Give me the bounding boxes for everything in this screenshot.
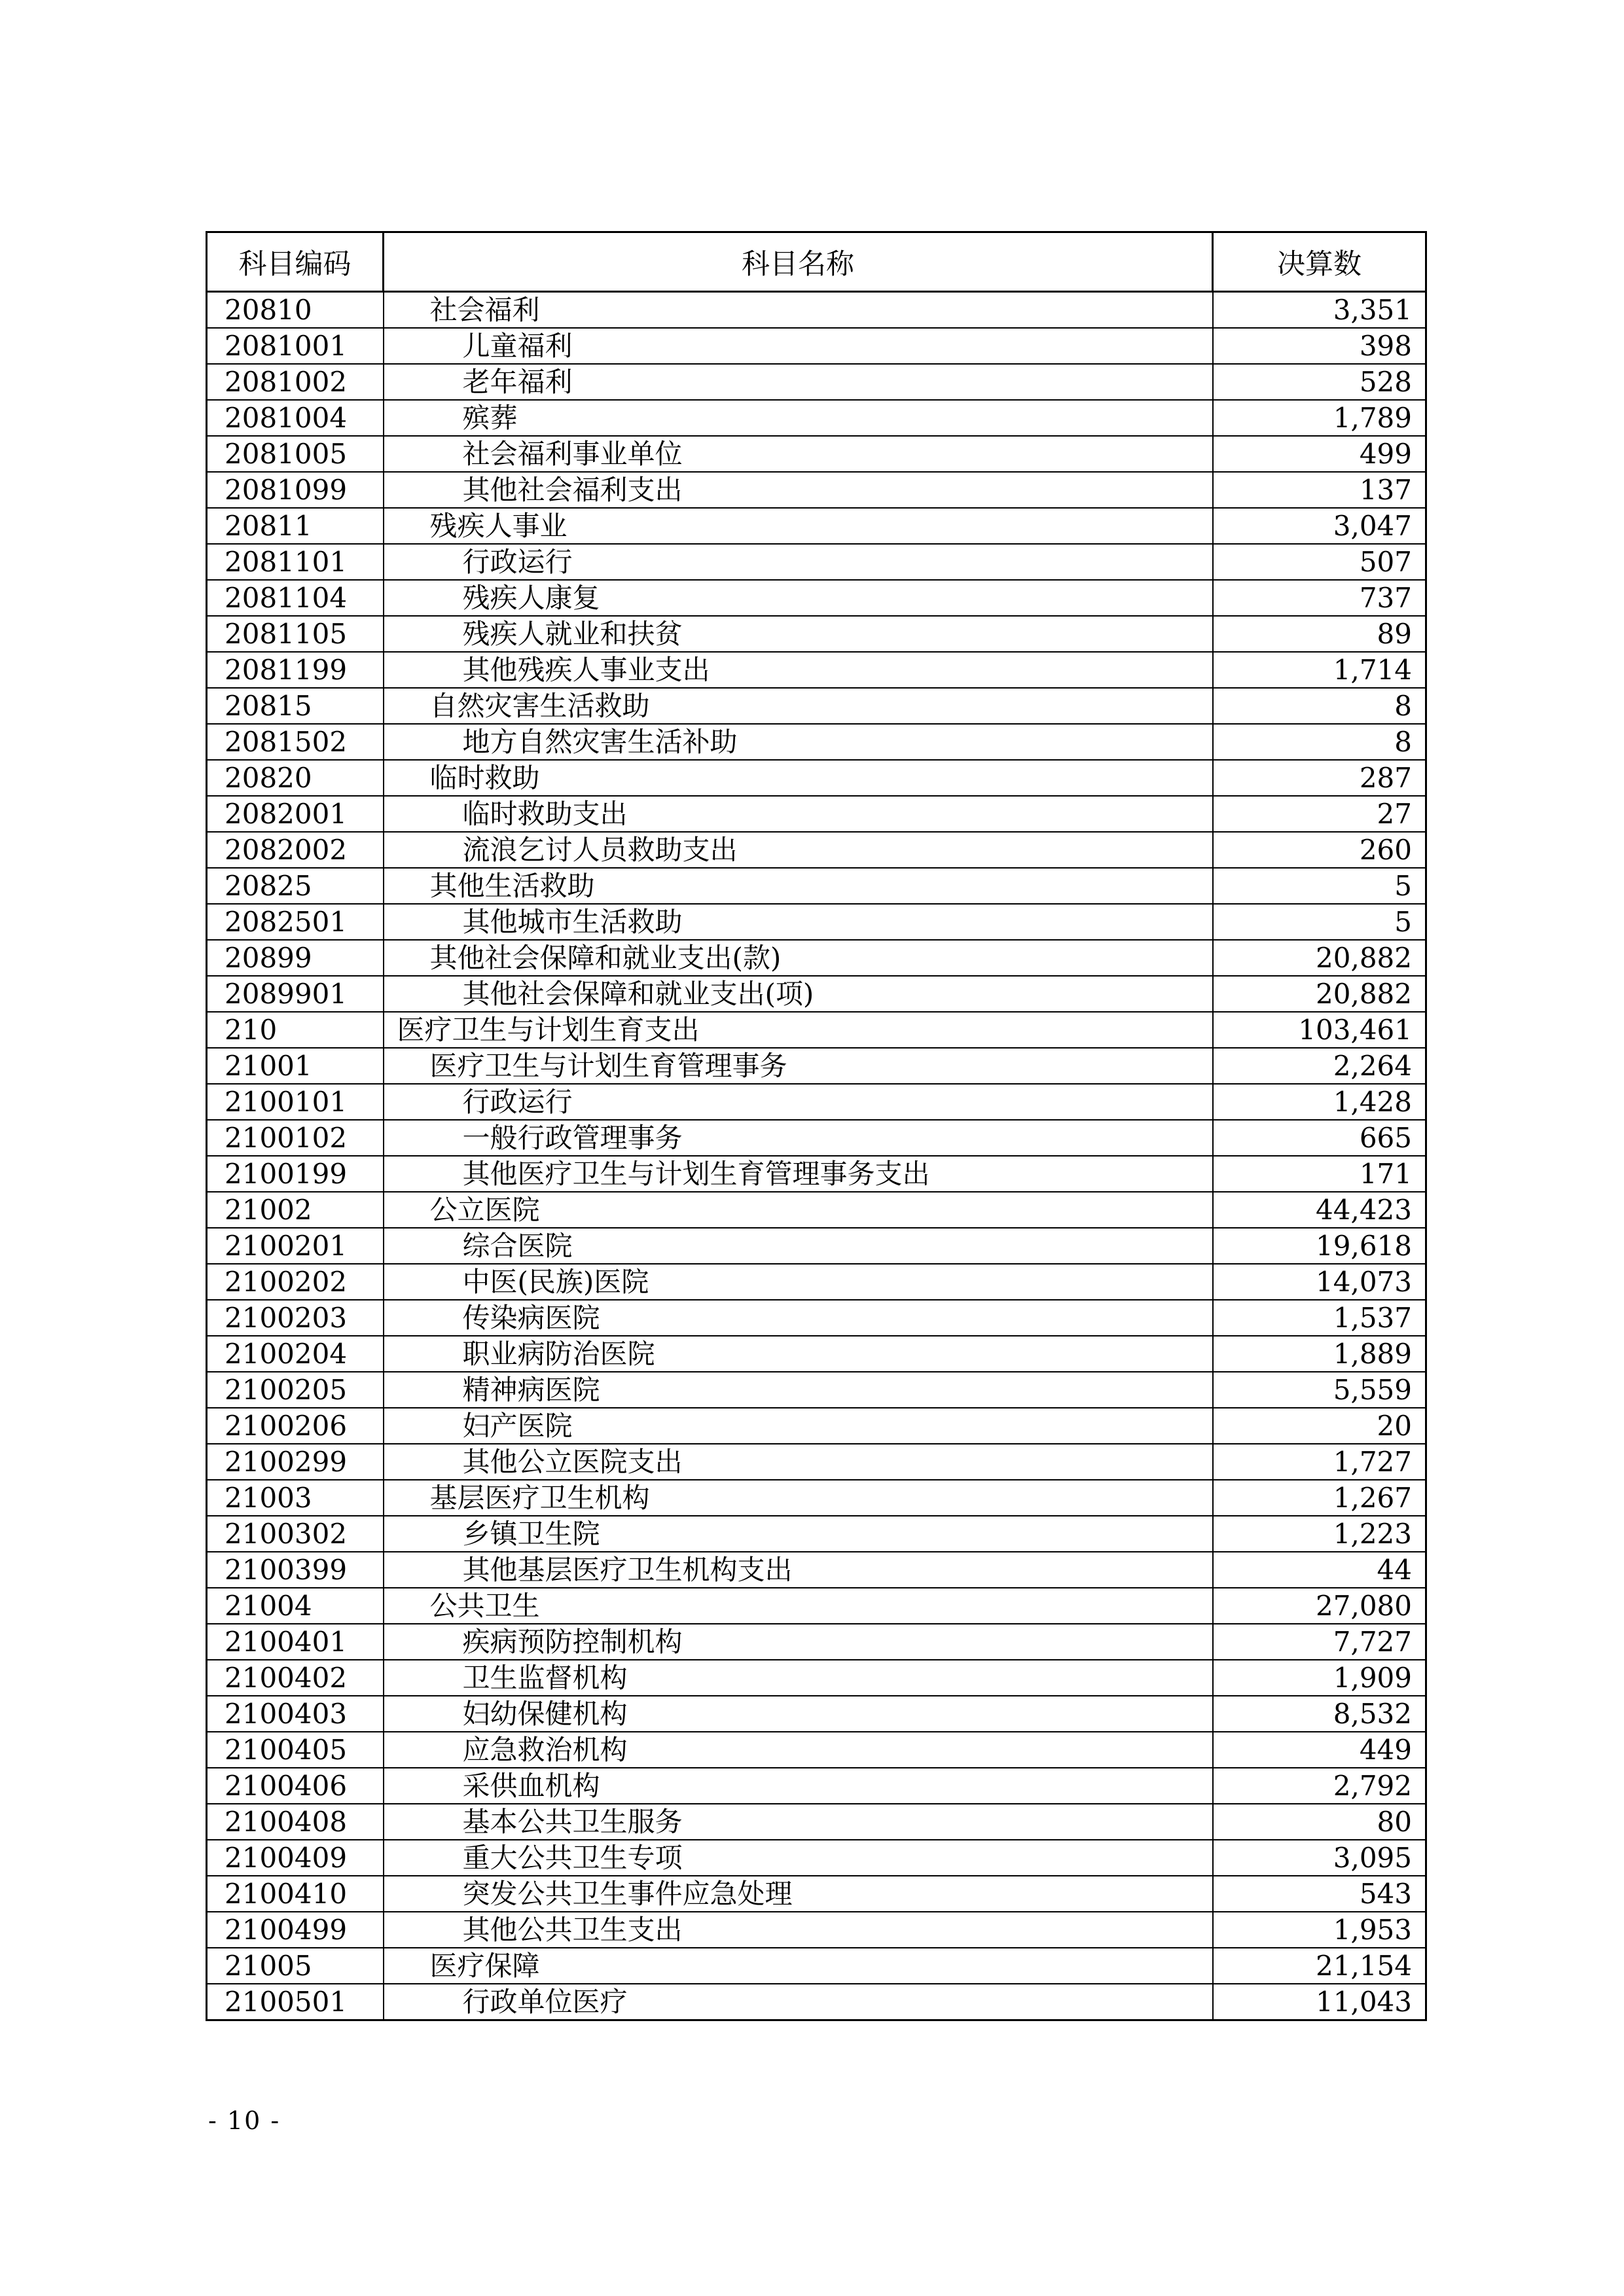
table-row — [207, 1336, 1426, 1372]
subject-code-cell: 2100501 — [207, 1984, 384, 2020]
subject-code-cell: 210 — [207, 1012, 384, 1048]
subject-code-cell: 20899 — [207, 940, 384, 976]
amount-cell: 20 — [1213, 1408, 1426, 1444]
amount-cell: 11,043 — [1213, 1984, 1426, 2020]
subject-code-cell: 2081001 — [207, 328, 384, 364]
subject-code-cell: 2100406 — [207, 1768, 384, 1804]
amount-cell: 27 — [1213, 796, 1426, 832]
subject-name-cell: 一般行政管理事务 — [384, 1120, 1213, 1156]
table-row — [207, 1444, 1426, 1480]
table-row — [207, 688, 1426, 724]
amount-cell: 507 — [1213, 544, 1426, 580]
table-row — [207, 724, 1426, 760]
subject-name-cell: 应急救治机构 — [384, 1732, 1213, 1768]
table-row — [207, 1228, 1426, 1264]
subject-name-cell: 其他生活救助 — [384, 868, 1213, 904]
table-row — [207, 1192, 1426, 1228]
subject-code-cell: 2082001 — [207, 796, 384, 832]
subject-code-cell: 2100201 — [207, 1228, 384, 1264]
amount-cell: 103,461 — [1213, 1012, 1426, 1048]
subject-code-cell: 2082501 — [207, 904, 384, 940]
amount-cell: 5,559 — [1213, 1372, 1426, 1408]
subject-code-cell: 2100401 — [207, 1624, 384, 1660]
amount-cell: 89 — [1213, 616, 1426, 652]
subject-code-cell: 2100402 — [207, 1660, 384, 1696]
amount-cell: 1,267 — [1213, 1480, 1426, 1516]
amount-cell: 7,727 — [1213, 1624, 1426, 1660]
subject-name-cell: 殡葬 — [384, 400, 1213, 436]
subject-name-cell: 老年福利 — [384, 364, 1213, 400]
subject-code-cell: 2100499 — [207, 1912, 384, 1948]
subject-name-cell: 流浪乞讨人员救助支出 — [384, 832, 1213, 868]
subject-name-cell: 其他医疗卫生与计划生育管理事务支出 — [384, 1156, 1213, 1192]
subject-code-cell: 21004 — [207, 1588, 384, 1624]
subject-name-cell: 地方自然灾害生活补助 — [384, 724, 1213, 760]
table-row — [207, 1804, 1426, 1840]
subject-name-cell: 临时救助 — [384, 760, 1213, 796]
amount-cell: 1,537 — [1213, 1300, 1426, 1336]
amount-cell: 20,882 — [1213, 940, 1426, 976]
amount-cell: 287 — [1213, 760, 1426, 796]
amount-cell: 543 — [1213, 1876, 1426, 1912]
subject-name-cell: 精神病医院 — [384, 1372, 1213, 1408]
amount-cell: 2,264 — [1213, 1048, 1426, 1084]
subject-name-cell: 基层医疗卫生机构 — [384, 1480, 1213, 1516]
subject-code-cell: 2081002 — [207, 364, 384, 400]
table-row — [207, 1048, 1426, 1084]
table-row — [207, 328, 1426, 364]
subject-name-cell: 其他公共卫生支出 — [384, 1912, 1213, 1948]
subject-code-cell: 2081004 — [207, 400, 384, 436]
subject-name-cell: 医疗卫生与计划生育管理事务 — [384, 1048, 1213, 1084]
subject-name-cell: 行政运行 — [384, 544, 1213, 580]
table-row — [207, 832, 1426, 868]
amount-cell: 3,047 — [1213, 508, 1426, 544]
table-row — [207, 1660, 1426, 1696]
table-row — [207, 580, 1426, 616]
table-header — [207, 232, 1426, 292]
subject-name-cell: 公立医院 — [384, 1192, 1213, 1228]
subject-code-cell: 2081099 — [207, 472, 384, 508]
subject-code-cell: 2081005 — [207, 436, 384, 472]
table-row — [207, 292, 1426, 329]
subject-name-cell: 社会福利 — [384, 292, 1213, 329]
amount-cell: 80 — [1213, 1804, 1426, 1840]
subject-name-cell: 自然灾害生活救助 — [384, 688, 1213, 724]
subject-code-cell: 2100399 — [207, 1552, 384, 1588]
table-row — [207, 1012, 1426, 1048]
table-row — [207, 1084, 1426, 1120]
table-row — [207, 760, 1426, 796]
amount-cell: 1,909 — [1213, 1660, 1426, 1696]
amount-cell: 44 — [1213, 1552, 1426, 1588]
table-row — [207, 868, 1426, 904]
subject-code-cell: 2081502 — [207, 724, 384, 760]
subject-code-cell: 21005 — [207, 1948, 384, 1984]
table-row — [207, 508, 1426, 544]
subject-code-cell: 2089901 — [207, 976, 384, 1012]
subject-code-cell: 2100405 — [207, 1732, 384, 1768]
subject-code-cell: 20825 — [207, 868, 384, 904]
amount-cell: 2,792 — [1213, 1768, 1426, 1804]
subject-name-cell: 职业病防治医院 — [384, 1336, 1213, 1372]
subject-code-cell: 20815 — [207, 688, 384, 724]
amount-cell: 19,618 — [1213, 1228, 1426, 1264]
table-row — [207, 1912, 1426, 1948]
table-row — [207, 976, 1426, 1012]
subject-code-cell: 21001 — [207, 1048, 384, 1084]
subject-name-cell: 其他基层医疗卫生机构支出 — [384, 1552, 1213, 1588]
subject-name-cell: 儿童福利 — [384, 328, 1213, 364]
subject-code-cell: 2081104 — [207, 580, 384, 616]
subject-name-cell: 公共卫生 — [384, 1588, 1213, 1624]
subject-code-cell: 2100199 — [207, 1156, 384, 1192]
table-body — [207, 292, 1426, 2020]
table-row — [207, 544, 1426, 580]
subject-code-cell: 2100204 — [207, 1336, 384, 1372]
amount-cell: 5 — [1213, 904, 1426, 940]
subject-code-cell: 2100299 — [207, 1444, 384, 1480]
amount-cell: 8,532 — [1213, 1696, 1426, 1732]
subject-name-cell: 医疗卫生与计划生育支出 — [384, 1012, 1213, 1048]
subject-name-cell: 妇幼保健机构 — [384, 1696, 1213, 1732]
table-row — [207, 616, 1426, 652]
subject-name-cell: 传染病医院 — [384, 1300, 1213, 1336]
table-row — [207, 652, 1426, 688]
table-row — [207, 1732, 1426, 1768]
amount-cell: 1,727 — [1213, 1444, 1426, 1480]
table-row — [207, 1156, 1426, 1192]
subject-code-cell: 20820 — [207, 760, 384, 796]
amount-cell: 1,789 — [1213, 400, 1426, 436]
budget-table — [206, 231, 1427, 2021]
subject-name-cell: 中医(民族)医院 — [384, 1264, 1213, 1300]
amount-cell: 398 — [1213, 328, 1426, 364]
subject-name-cell: 重大公共卫生专项 — [384, 1840, 1213, 1876]
subject-name-cell: 其他社会保障和就业支出(项) — [384, 976, 1213, 1012]
amount-cell: 3,095 — [1213, 1840, 1426, 1876]
amount-cell: 8 — [1213, 724, 1426, 760]
page-number: - 10 - — [208, 2106, 281, 2135]
table-row — [207, 1696, 1426, 1732]
amount-cell: 737 — [1213, 580, 1426, 616]
subject-name-cell: 综合医院 — [384, 1228, 1213, 1264]
subject-code-cell: 2081105 — [207, 616, 384, 652]
table-row — [207, 1264, 1426, 1300]
table-row — [207, 436, 1426, 472]
amount-cell: 665 — [1213, 1120, 1426, 1156]
table-row — [207, 472, 1426, 508]
subject-code-cell: 2100101 — [207, 1084, 384, 1120]
amount-cell: 1,953 — [1213, 1912, 1426, 1948]
subject-code-cell: 20810 — [207, 292, 384, 329]
subject-name-cell: 妇产医院 — [384, 1408, 1213, 1444]
amount-cell: 499 — [1213, 436, 1426, 472]
table-row — [207, 1552, 1426, 1588]
subject-code-cell: 2082002 — [207, 832, 384, 868]
table-row — [207, 1768, 1426, 1804]
subject-name-cell: 残疾人就业和扶贫 — [384, 616, 1213, 652]
subject-code-cell: 2100206 — [207, 1408, 384, 1444]
subject-code-cell: 2100410 — [207, 1876, 384, 1912]
subject-name-cell: 其他公立医院支出 — [384, 1444, 1213, 1480]
table-row — [207, 1300, 1426, 1336]
amount-cell: 20,882 — [1213, 976, 1426, 1012]
table-row — [207, 1948, 1426, 1984]
subject-code-cell: 2100102 — [207, 1120, 384, 1156]
table-row — [207, 904, 1426, 940]
amount-cell: 137 — [1213, 472, 1426, 508]
subject-name-cell: 乡镇卫生院 — [384, 1516, 1213, 1552]
table-row — [207, 940, 1426, 976]
table-row — [207, 1480, 1426, 1516]
table-row — [207, 796, 1426, 832]
subject-code-cell: 2100403 — [207, 1696, 384, 1732]
header-amount: 决算数 — [1213, 232, 1426, 292]
subject-code-cell: 2100205 — [207, 1372, 384, 1408]
subject-name-cell: 其他城市生活救助 — [384, 904, 1213, 940]
table-row — [207, 1120, 1426, 1156]
subject-code-cell: 21003 — [207, 1480, 384, 1516]
subject-name-cell: 社会福利事业单位 — [384, 436, 1213, 472]
header-name: 科目名称 — [384, 232, 1213, 292]
subject-name-cell: 残疾人事业 — [384, 508, 1213, 544]
amount-cell: 260 — [1213, 832, 1426, 868]
subject-name-cell: 其他社会保障和就业支出(款) — [384, 940, 1213, 976]
subject-name-cell: 医疗保障 — [384, 1948, 1213, 1984]
amount-cell: 5 — [1213, 868, 1426, 904]
amount-cell: 449 — [1213, 1732, 1426, 1768]
amount-cell: 44,423 — [1213, 1192, 1426, 1228]
table-row — [207, 1408, 1426, 1444]
subject-code-cell: 2081199 — [207, 652, 384, 688]
subject-name-cell: 其他残疾人事业支出 — [384, 652, 1213, 688]
subject-code-cell: 21002 — [207, 1192, 384, 1228]
amount-cell: 1,428 — [1213, 1084, 1426, 1120]
subject-name-cell: 卫生监督机构 — [384, 1660, 1213, 1696]
subject-name-cell: 基本公共卫生服务 — [384, 1804, 1213, 1840]
table-row — [207, 400, 1426, 436]
subject-name-cell: 临时救助支出 — [384, 796, 1213, 832]
amount-cell: 8 — [1213, 688, 1426, 724]
subject-name-cell: 疾病预防控制机构 — [384, 1624, 1213, 1660]
amount-cell: 528 — [1213, 364, 1426, 400]
subject-name-cell: 行政运行 — [384, 1084, 1213, 1120]
amount-cell: 3,351 — [1213, 292, 1426, 329]
subject-name-cell: 残疾人康复 — [384, 580, 1213, 616]
amount-cell: 1,714 — [1213, 652, 1426, 688]
table-row — [207, 1984, 1426, 2020]
subject-code-cell: 2100409 — [207, 1840, 384, 1876]
amount-cell: 21,154 — [1213, 1948, 1426, 1984]
table-row — [207, 1624, 1426, 1660]
subject-name-cell: 其他社会福利支出 — [384, 472, 1213, 508]
subject-name-cell: 行政单位医疗 — [384, 1984, 1213, 2020]
amount-cell: 14,073 — [1213, 1264, 1426, 1300]
header-row — [207, 232, 1426, 292]
subject-name-cell: 采供血机构 — [384, 1768, 1213, 1804]
subject-code-cell: 2100202 — [207, 1264, 384, 1300]
table-row — [207, 1876, 1426, 1912]
amount-cell: 1,889 — [1213, 1336, 1426, 1372]
table-row — [207, 1588, 1426, 1624]
table-row — [207, 364, 1426, 400]
subject-code-cell: 2100408 — [207, 1804, 384, 1840]
table-row — [207, 1372, 1426, 1408]
header-code: 科目编码 — [207, 232, 384, 292]
amount-cell: 1,223 — [1213, 1516, 1426, 1552]
table-row — [207, 1516, 1426, 1552]
subject-code-cell: 20811 — [207, 508, 384, 544]
subject-code-cell: 2100302 — [207, 1516, 384, 1552]
amount-cell: 171 — [1213, 1156, 1426, 1192]
table-row — [207, 1840, 1426, 1876]
subject-code-cell: 2100203 — [207, 1300, 384, 1336]
amount-cell: 27,080 — [1213, 1588, 1426, 1624]
subject-name-cell: 突发公共卫生事件应急处理 — [384, 1876, 1213, 1912]
subject-code-cell: 2081101 — [207, 544, 384, 580]
